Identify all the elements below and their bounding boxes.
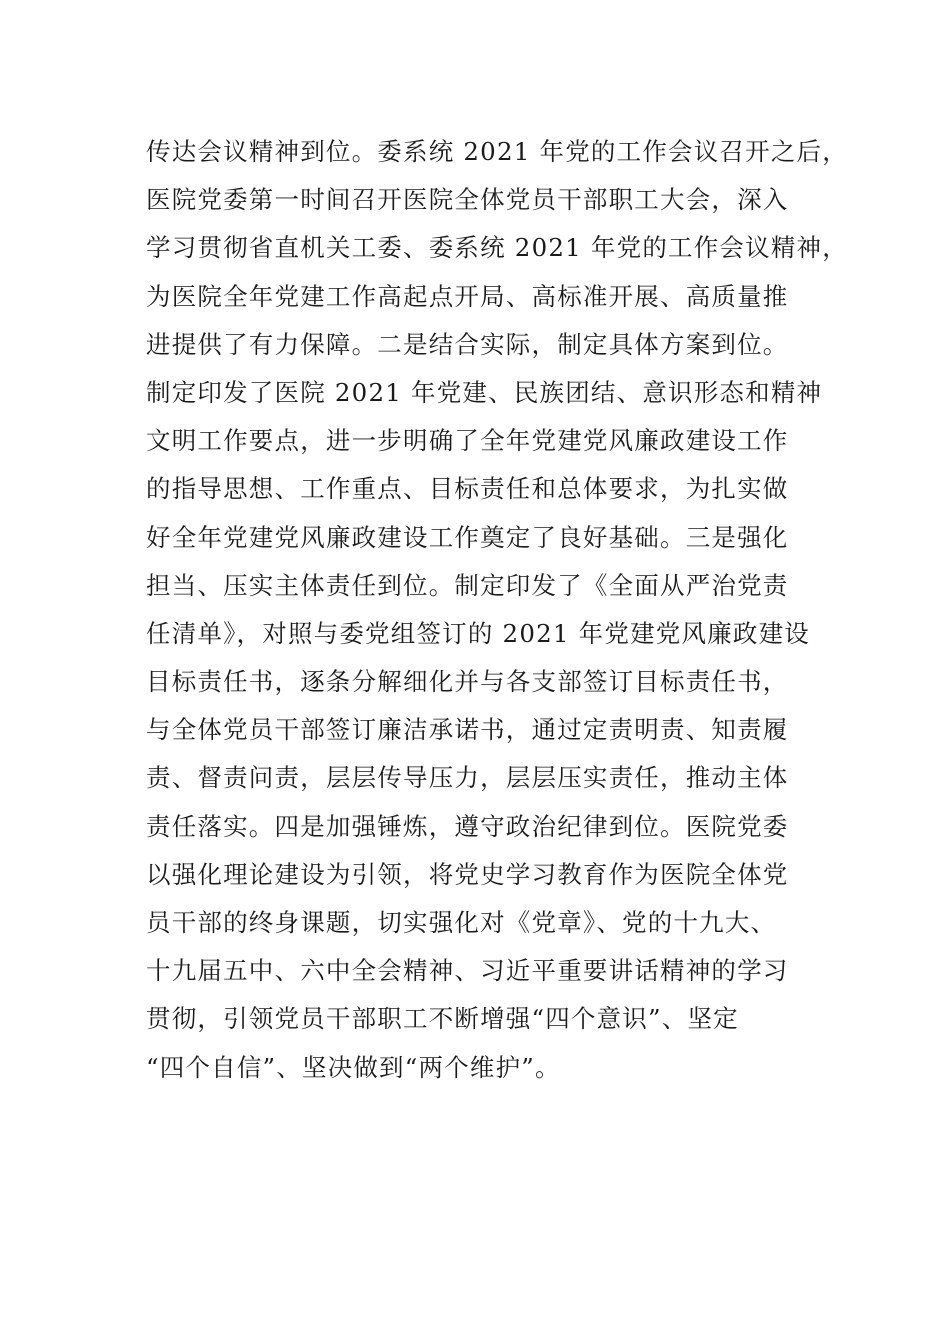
body-paragraph — [146, 128, 848, 1092]
paragraph-line-19: 贯彻，引领党员干部职工不断增强“四个意识”、坚定 — [146, 1004, 739, 1034]
paragraph-line-13: 与全体党员干部签订廉洁承诺书，通过定责明责、知责履 — [146, 715, 789, 745]
paragraph-line-18: 十九届五中、六中全会精神、习近平重要讲话精神的学习 — [146, 956, 789, 986]
paragraph-line-12: 目标责任书，逐条分解细化并与各支部签订目标责任书， — [146, 667, 789, 697]
paragraph-line-3: 学习贯彻省直机关工委、委系统 2021 年党的工作会议精神， — [146, 233, 848, 263]
paragraph-line-16: 以强化理论建设为引领，将党史学习教育作为医院全体党 — [146, 859, 789, 889]
paragraph-line-10: 担当、压实主体责任到位。制定印发了《全面从严治党责 — [146, 570, 789, 600]
paragraph-line-2: 医院党委第一时间召开医院全体党员干部职工大会，深入 — [146, 185, 789, 215]
paragraph-line-11: 任清单》，对照与委党组签订的 2021 年党建党风廉政建设 — [146, 618, 810, 648]
paragraph-line-9: 好全年党建党风廉政建设工作奠定了良好基础。三是强化 — [146, 522, 789, 552]
paragraph-line-20: “四个自信”、坚决做到“两个维护”。 — [146, 1052, 561, 1082]
paragraph-line-4: 为医院全年党建工作高起点开局、高标准开展、高质量推 — [146, 281, 789, 311]
paragraph-line-6: 制定印发了医院 2021 年党建、民族团结、意识形态和精神 — [146, 377, 823, 407]
paragraph-line-8: 的指导思想、工作重点、目标责任和总体要求，为扎实做 — [146, 474, 789, 504]
paragraph-line-7: 文明工作要点，进一步明确了全年党建党风廉政建设工作 — [146, 426, 789, 456]
paragraph-line-14: 责、督责问责，层层传导压力，层层压实责任，推动主体 — [146, 763, 789, 793]
paragraph-line-17: 员干部的终身课题，切实强化对《党章》、党的十九大、 — [146, 908, 777, 937]
paragraph-line-1: 传达会议精神到位。委系统 2021 年党的工作会议召开之后， — [146, 137, 848, 166]
paragraph-line-5: 进提供了有力保障。二是结合实际，制定具体方案到位。 — [146, 329, 789, 359]
paragraph-line-15: 责任落实。四是加强锤炼，遵守政治纪律到位。医院党委 — [146, 811, 789, 841]
